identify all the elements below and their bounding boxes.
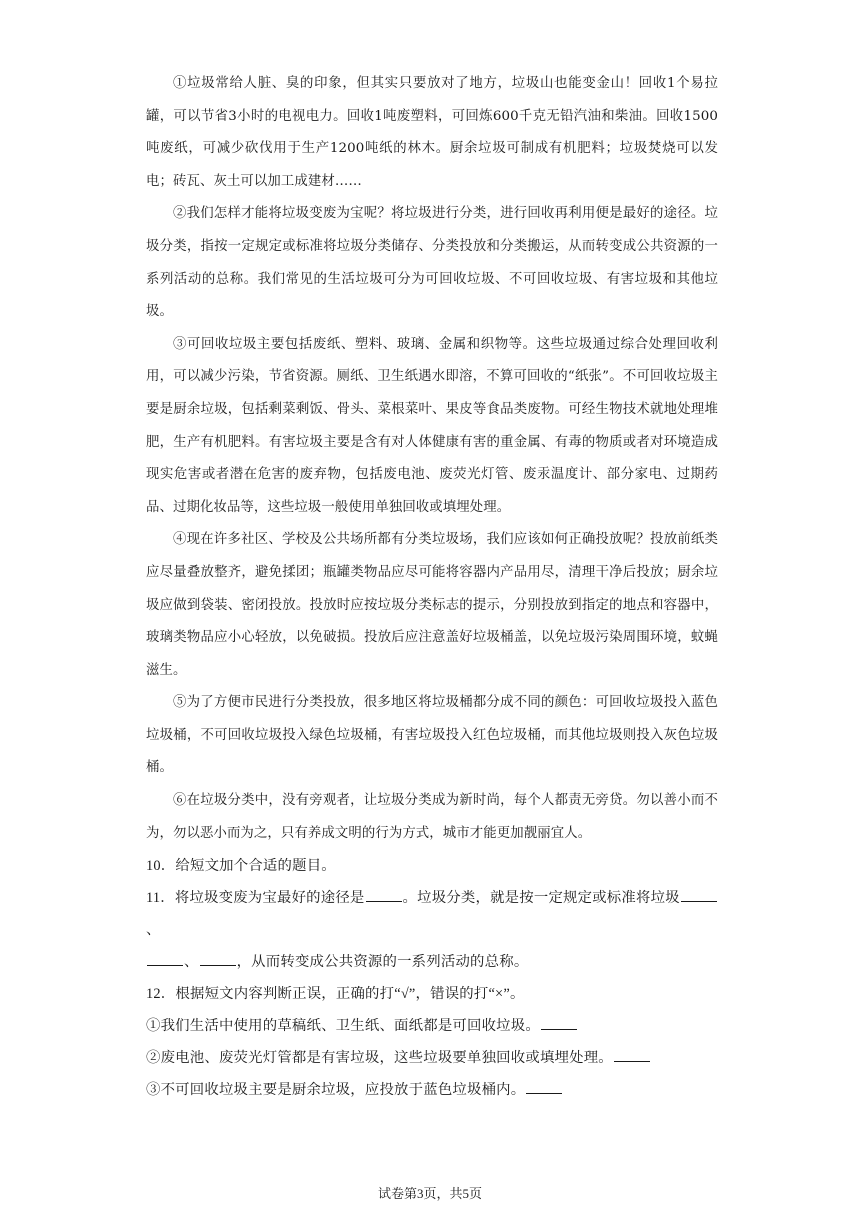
answer-blank[interactable] <box>541 1015 577 1030</box>
passage-content <box>146 68 718 1106</box>
passage-paragraph-3: ③可回收垃圾主要包括废纸、塑料、玻璃、金属和织物等。这些垃圾通过综合处理回收利用，可以减少污染，节省资源。厕纸、卫生纸遇水即溶，不算可回收的“纸张”。不可回收垃圾主要是厨余垃圾，包括剩菜剩饭、骨头、菜根菜叶、果皮等食品类废物。可经生物技术就地处理堆肥，生产有机肥料。有害垃圾主要是含有对人体健康有害的重金属、有毒的物质或者对环境造成现实危害或者潜在危害的废弃物，包括废电池、废荧光灯管、废汞温度计、部分家电、过期药品、过期化妆品等，这些垃圾一般使用单独回收或填埋处理。 <box>146 336 718 515</box>
passage-paragraph-6: ⑥在垃圾分类中，没有旁观者，让垃圾分类成为新时尚，每个人都责无旁贷。勿以善小而不为，勿以恶小而为之，只有养成文明的行为方式，城市才能更加靓丽宜人。 <box>146 793 718 841</box>
question-10: 10．给短文加个合适的题目。 <box>146 858 336 875</box>
question-12-item-2-text: ②废电池、废荧光灯管都是有害垃圾，这些垃圾要单独回收或填埋处理。 <box>146 1050 613 1067</box>
passage-paragraph-5: ⑤为了方便市民进行分类投放，很多地区将垃圾桶都分成不同的颜色：可回收垃圾投入蓝色垃圾桶，不可回收垃圾投入绿色垃圾桶，有害垃圾投入红色垃圾桶，而其他垃圾则投入灰色垃圾桶。 <box>146 695 718 776</box>
question-12-item-1-text: ①我们生活中使用的草稿纸、卫生纸、面纸都是可回收垃圾。 <box>146 1018 540 1035</box>
page-footer: 试卷第3页，共5页 <box>377 1186 482 1201</box>
question-12-item-3 <box>146 1074 718 1106</box>
question-11 <box>146 882 718 978</box>
answer-blank[interactable] <box>366 887 402 902</box>
passage-paragraph-2: ②我们怎样才能将垃圾变废为宝呢？将垃圾进行分类，进行回收再利用便是最好的途径。垃圾分类，指按一定规定或标准将垃圾分类储存、分类投放和分类搬运，从而转变成公共资源的一系列活动的总称。我们常见的生活垃圾可分为可回收垃圾、不可回收垃圾、有害垃圾和其他垃圾。 <box>146 206 718 320</box>
question-12: 12．根据短文内容判断正误，正确的打“√”，错误的打“×”。 <box>146 986 525 1003</box>
question-12-item-3-text: ③不可回收垃圾主要是厨余垃圾，应投放于蓝色垃圾桶内。 <box>146 1082 526 1099</box>
question-11-text-c: 、 <box>146 922 161 939</box>
answer-blank[interactable] <box>200 951 236 966</box>
question-12-item-1 <box>146 1010 718 1042</box>
question-11-text-d: 、 <box>184 954 199 971</box>
answer-blank[interactable] <box>147 951 183 966</box>
question-11-text-a: 11．将垃圾变废为宝最好的途径是 <box>146 890 365 907</box>
question-11-text-e: ，从而转变成公共资源的一系列活动的总称。 <box>236 954 529 971</box>
answer-blank[interactable] <box>614 1047 650 1062</box>
question-12-item-2 <box>146 1042 718 1074</box>
answer-blank[interactable] <box>681 887 717 902</box>
passage-paragraph-4: ④现在许多社区、学校及公共场所都有分类垃圾场，我们应该如何正确投放呢？投放前纸类应尽量叠放整齐，避免揉团；瓶罐类物品应尽可能将容器内产品用尽，清理干净后投放；厨余垃圾应做到袋装、密闭投放。投放时应按垃圾分类标志的提示，分别投放到指定的地点和容器中，玻璃类物品应小心轻放，以免破损。投放后应注意盖好垃圾桶盖，以免垃圾污染周围环境，蚊蝇滋生。 <box>146 532 718 678</box>
answer-blank[interactable] <box>526 1079 562 1094</box>
passage-paragraph-1: ①垃圾常给人脏、臭的印象，但其实只要放对了地方，垃圾山也能变金山！回收1个易拉罐，可以节省3小时的电视电力。回收1吨废塑料，可回炼600千克无铅汽油和柴油。回收1500吨废纸，可减少砍伐用于生产1200吨纸的林木。厨余垃圾可制成有机肥料；垃圾焚烧可以发电；砖瓦、灰土可以加工成建材…… <box>146 76 718 189</box>
question-11-text-b: 。垃圾分类，就是按一定规定或标准将垃圾 <box>402 890 680 907</box>
